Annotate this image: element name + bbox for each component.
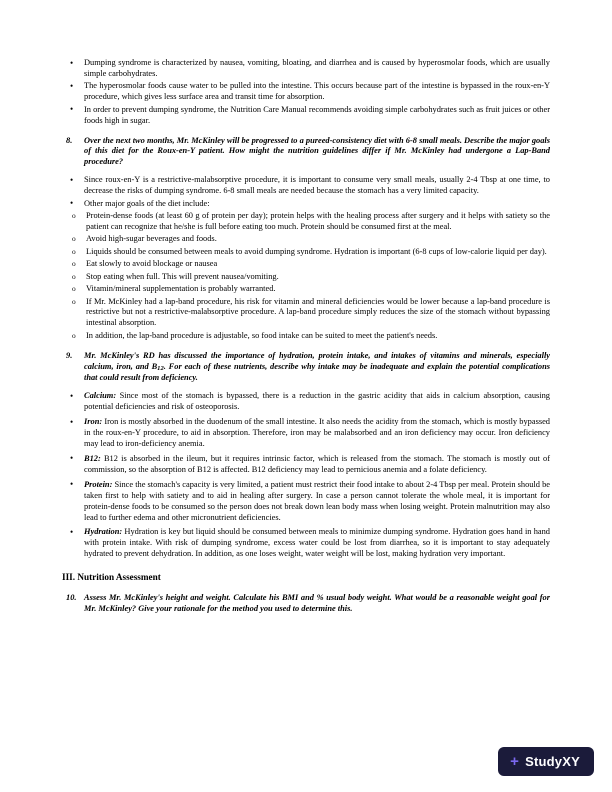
sub-bullet-text: Vitamin/mineral supplementation is probably warranted. (86, 284, 276, 294)
nutrient-label: Calcium: (84, 391, 117, 401)
list-item (62, 454, 550, 476)
question-9 (62, 351, 550, 385)
question-text: Over the next two months, Mr. McKinley will be progressed to a pureed-consistency diet with 6-8 small meals. Describe the major goals of this diet for the Roux-en-Y patient. How might the nutrition guidelines differ if Mr. McKinley had undergone a Lap-Band procedure? (84, 135, 550, 167)
list-item (62, 199, 550, 210)
nutrient-text: B12 is absorbed in the ileum, but it requires intrinsic factor, which is released from the stomach. The stomach is mostly out of commission, so the absorption of B12 is affected. B12 deficiency may lead to pernicious anemia and a folate deficiency. (84, 453, 550, 474)
sub-bullet-text: Stop eating when full. This will prevent nausea/vomiting. (86, 271, 279, 281)
list-item (62, 247, 550, 258)
nutrient-text: Hydration is key but liquid should be consumed between meals to minimize dumping syndrome. Hydration goes hand in hand with protein intake. With risk of dumping syndrome, excess water could be lost from diarrhea, so it is important to stay adequately hydrated to prevent dehydration. In addition, as one loses weight, water weight will be lost, making hydration very important. (84, 527, 550, 559)
nutrient-label: Protein: (84, 479, 113, 489)
plus-icon: + (510, 753, 520, 770)
sub-bullet-text: If Mr. McKinley had a lap-band procedure, his risk for vitamin and mineral deficiencies would be lower because a lap-band procedure is restrictive but not a restrictive-malabsorptive procedure. A lap-band procedure simply reduces the size of the stomach without bypassing intestinal absorption. (86, 296, 550, 328)
question-9-bullet-list (62, 391, 550, 560)
list-item (62, 480, 550, 524)
bullet-text: Since roux-en-Y is a restrictive-malabsorptive procedure, it is important to consume very small meals, usually 2-4 Tbsp at one time, to decrease the risks of dumping syndrome. 6-8 small meals are needed because the stomach has a very limited capacity. (84, 175, 550, 196)
nutrient-label: Iron: (84, 417, 103, 427)
document-body (62, 58, 550, 615)
list-item (62, 391, 550, 413)
list-item (62, 417, 550, 450)
question-text-subscript: 12 (157, 364, 164, 372)
list-item (62, 211, 550, 233)
nutrient-label: B12: (84, 453, 101, 463)
watermark-label (525, 754, 580, 769)
list-item (62, 284, 550, 295)
bullet-text: Other major goals of the diet include: (84, 198, 210, 208)
question-text-part2: . For each of these nutrients, describe why intake may be inadequate and explain the potential complications that could result from deficiency. (84, 361, 551, 383)
list-item (62, 105, 550, 127)
sub-bullet-text: Eat slowly to avoid blockage or nausea (86, 259, 218, 269)
nutrient-label: Hydration: (84, 527, 123, 537)
sub-bullet-text: Liquids should be consumed between meals to avoid dumping syndrome. Hydration is important (6-8 cups of low-calorie liquid per day). (86, 246, 547, 256)
list-item (62, 58, 550, 80)
nutrient-text: Since the stomach's capacity is very limited, a patient must restrict their food intake to about 2-4 Tbsp per meal. Protein should be taken first to help with satiety and to aid in healing after surgery. In case a person cannot tolerate the whole meal, it is important for protein-dense foods to be consumed so the person does not break down lean body mass when losing weight. Protein malnutrition may also lead to further edema and other micronutrient deficiencies. (84, 479, 550, 522)
sub-bullet-text: In addition, the lap-band procedure is adjustable, so food intake can be suited to meet the patient's needs. (86, 330, 438, 340)
watermark-xy: XY (562, 754, 580, 769)
question-number: 10. (66, 593, 77, 603)
list-item (62, 234, 550, 245)
question-number: 9. (66, 350, 73, 360)
intro-bullet-list (62, 58, 550, 127)
sub-bullet-text: Protein-dense foods (at least 60 g of protein per day); protein helps with the healing process after surgery and it helps with satiety so the patient can recognize that he/she is full before eating too much. Protein should be consumed first at the meal. (86, 211, 550, 231)
bullet-text: Dumping syndrome is characterized by nausea, vomiting, bloating, and diarrhea and is caused by hyperosmolar foods, which are usually simple carbohydrates. (84, 58, 550, 78)
watermark-study: Study (525, 754, 563, 769)
question-8-bullet-list (62, 175, 550, 209)
studyxy-watermark (498, 747, 594, 776)
list-item (62, 272, 550, 283)
section-heading-nutrition-assessment: III. Nutrition Assessment (62, 572, 161, 583)
sub-bullet-text: Avoid high-sugar beverages and foods. (86, 234, 217, 244)
question-text-part1: Mr. McKinley's RD has discussed the importance of hydration, protein intake, and intakes of vitamins and minerals, especially calcium, iron, and B (84, 350, 550, 371)
bullet-text: In order to prevent dumping syndrome, the Nutrition Care Manual recommends avoiding simple carbohydrates such as fruit juices or other foods high in sugar. (84, 104, 550, 125)
question-text: Assess Mr. McKinley's height and weight. Calculate his BMI and % usual body weight. What would be a reasonable weight goal for Mr. McKinley? Give your rationale for the method you used to determine this. (84, 593, 550, 614)
question-8 (62, 136, 550, 169)
question-text (84, 351, 550, 385)
bullet-text: The hyperosmolar foods cause water to be pulled into the intestine. This occurs because part of the intestine is bypassed in the roux-en-Y procedure, which gives less surface area and transit time for absorption. (84, 81, 550, 102)
list-item (62, 259, 550, 270)
nutrient-text: Iron is mostly absorbed in the duodenum of the small intestine. It also needs the acidity from the stomach, which is mostly bypassed in the roux-en-Y procedure, to aid in absorption. Therefore, iron may be malabsorbed and an iron deficiency may occur. Iron deficiency may lead to iron-deficiency anemia. (84, 417, 550, 448)
list-item (62, 297, 550, 330)
question-8-sub-bullet-list (62, 211, 550, 342)
nutrient-text: Since most of the stomach is bypassed, there is a reduction in the gastric acidity that aids in calcium absorption, causing potential deficiencies and risk of osteoporosis. (84, 391, 550, 412)
list-item (62, 331, 550, 342)
question-10 (62, 593, 550, 615)
list-item (62, 527, 550, 560)
question-number: 8. (66, 135, 73, 145)
list-item (62, 175, 550, 197)
list-item (62, 81, 550, 103)
